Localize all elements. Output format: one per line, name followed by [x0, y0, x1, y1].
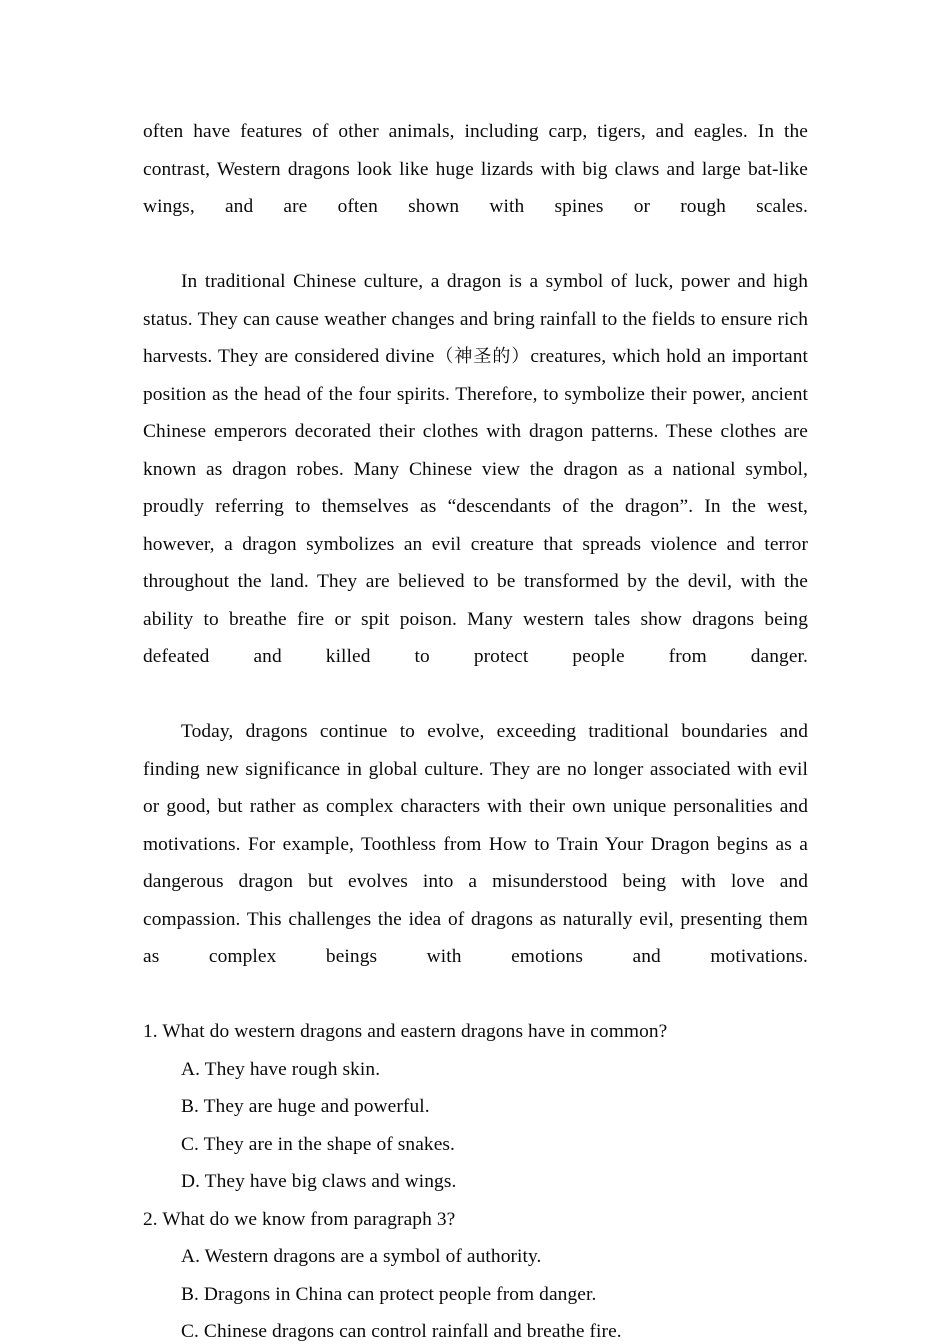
question-1-option-b[interactable]: B. They are huge and powerful.: [181, 1096, 430, 1117]
question-1-option-d[interactable]: D. They have big claws and wings.: [181, 1171, 457, 1192]
question-2-stem: 2. What do we know from paragraph 3?: [143, 1208, 456, 1230]
paragraph-text-before-gloss: In traditional Chinese culture, a dragon is a symbol of luck, power and high status. They can cause weather changes and bring rainfall to the fields to ensure rich harvests. They are considered divine: [143, 271, 808, 367]
question-2-option-a[interactable]: A. Western dragons are a symbol of authority.: [181, 1246, 542, 1267]
question-1-option-a[interactable]: A. They have rough skin.: [181, 1058, 381, 1080]
chinese-gloss-divine: （神圣的）: [434, 346, 531, 367]
question-1-option-c[interactable]: C. They are in the shape of snakes.: [181, 1133, 455, 1155]
question-2-option-c[interactable]: C. Chinese dragons can control rainfall and breathe fire.: [181, 1321, 622, 1342]
paragraph-continuation: often have features of other animals, including carp, tigers, and eagles. In the contrast, Western dragons look like huge lizards with big claws and large bat-like wings, and are often shown with spines or rough scales.: [143, 121, 808, 217]
paragraph-text-after-gloss: creatures, which hold an important position as the head of the four spirits. Therefore, to symbolize their power, ancient Chinese emperors decorated their clothes with dragon patterns. These clothes are known as dragon robes. Many Chinese view the dragon as a national symbol, proudly referring to themselves as “descendants of the dragon”. In the west, however, a dragon symbolizes an evil creature that spreads violence and terror throughout the land. They are believed to be transformed by the devil, with the ability to breathe fire or spit poison. Many western tales show dragons being defeated and killed to protect people from danger.: [143, 346, 808, 667]
paragraph-today: Today, dragons continue to evolve, exceeding traditional boundaries and finding new significance in global culture. They are no longer associated with evil or good, but rather as complex characters with their own unique personalities and motivations. For example, Toothless from How to Train Your Dragon begins as a dangerous dragon but evolves into a misunderstood being with love and compassion. This challenges the idea of dragons as naturally evil, presenting them as complex beings with emotions and motivations.: [143, 721, 808, 967]
question-2-option-b[interactable]: B. Dragons in China can protect people from danger.: [181, 1283, 597, 1305]
document-body: [143, 113, 808, 1344]
paragraph-chinese-culture: [143, 263, 808, 713]
question-1-stem: 1. What do western dragons and eastern dragons have in common?: [143, 1021, 668, 1042]
